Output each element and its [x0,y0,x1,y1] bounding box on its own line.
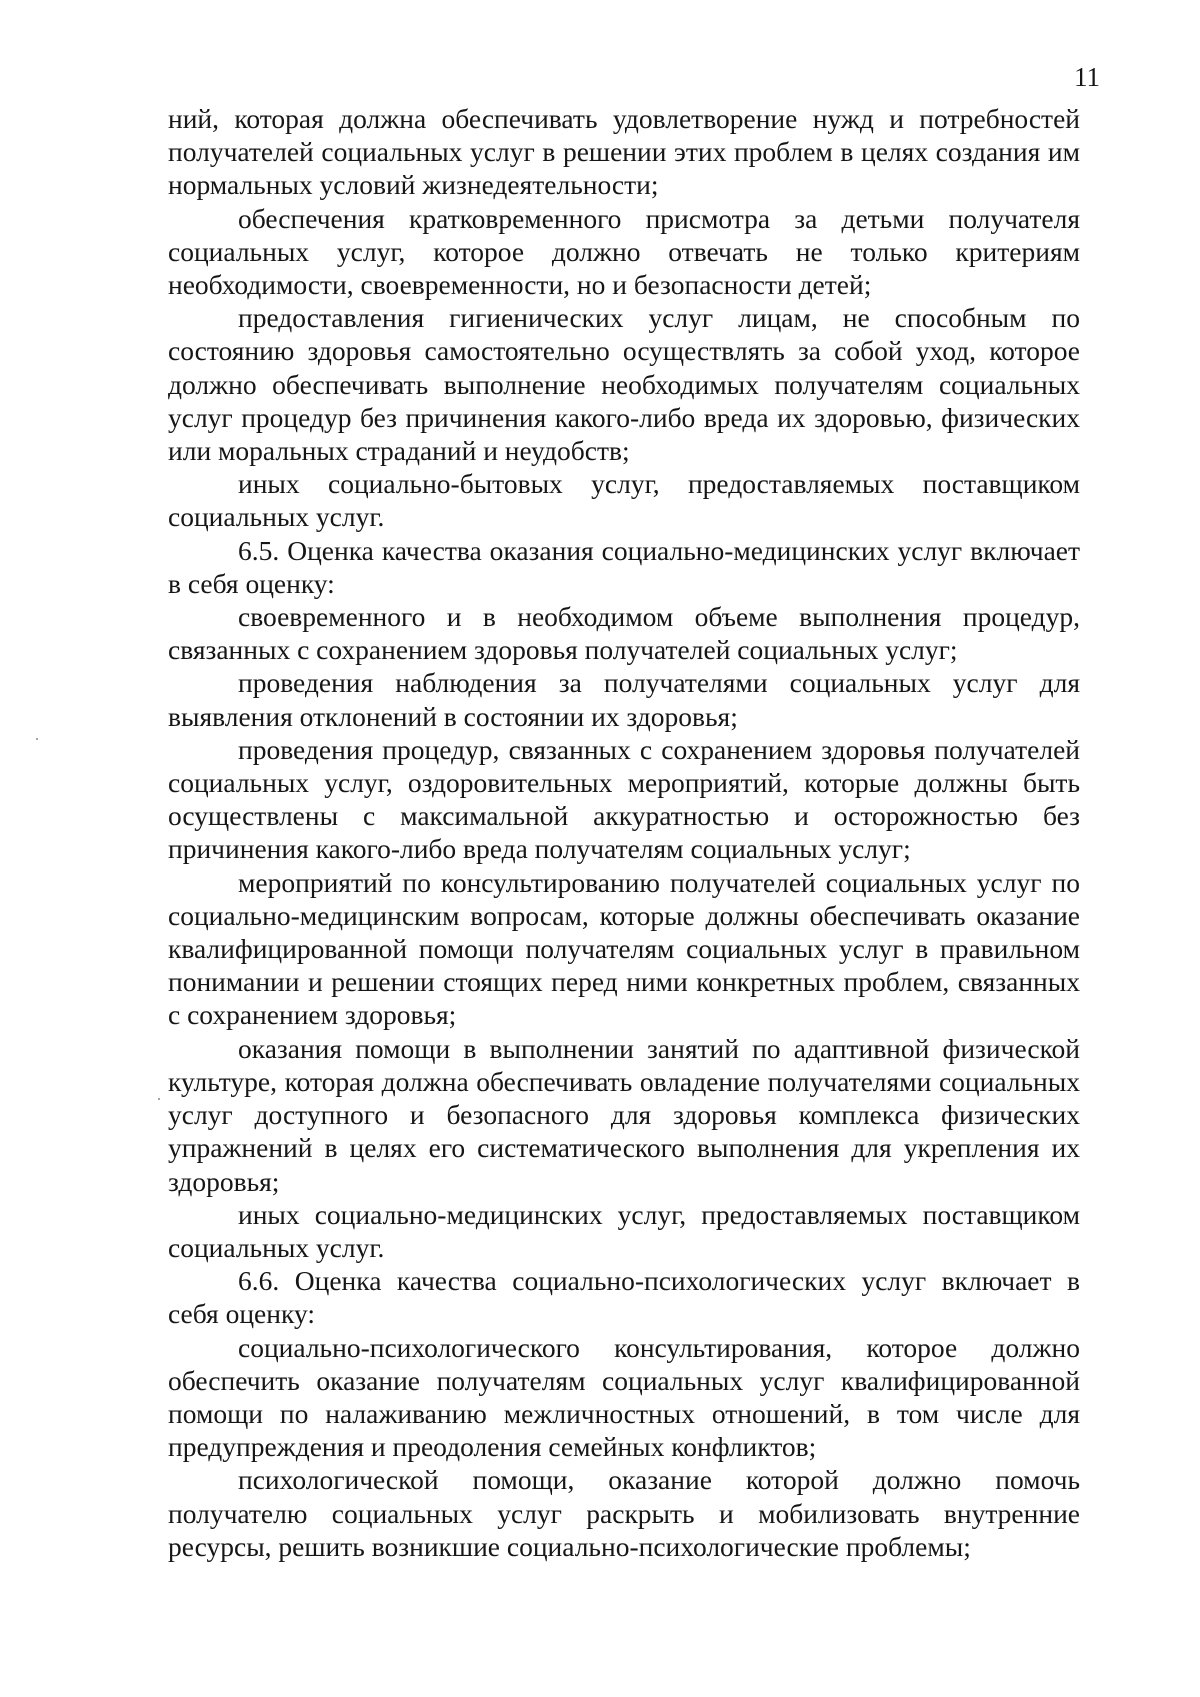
paragraph: обеспечения кратковременного присмотра за детьми получателя социальных услуг, которое должно отвечать не только критериям необходимости, своевременности, но и безопасности детей; [168,202,1080,301]
paragraph: иных социально-медицинских услуг, предоставляемых поставщиком социальных услуг. [168,1198,1080,1263]
paragraph: проведения процедур, связанных с сохранением здоровья получателей социальных услуг, оздоровительных мероприятий, которые должны быть осуществлены с максимальной аккуратностью и осторожностью без причинения какого-либо вреда получателям социальных услуг; [168,733,1080,865]
scan-speck [158,1098,160,1100]
clause-6-5: 6.5. Оценка качества оказания социально-медицинских услуг включает в себя оценку: [168,534,1080,599]
body-text [168,102,1080,1563]
paragraph: проведения наблюдения за получателями социальных услуг для выявления отклонений в состоянии их здоровья; [168,667,1080,732]
paragraph: своевременного и в необходимом объеме выполнения процедур, связанных с сохранением здоровья получателей социальных услуг; [168,601,1080,666]
paragraph: психологической помощи, оказание которой должно помочь получателю социальных услуг раскрыть и мобилизовать внутренние ресурсы, решить возникшие социально-психологические проблемы; [168,1464,1080,1562]
scan-speck [36,738,38,740]
page-number: 11 [1074,62,1100,92]
paragraph-continuation: ний, которая должна обеспечивать удовлетворение нужд и потребностей получателей социальных услуг в решении этих проблем в целях создания им нормальных условий жизнедеятельности; [168,103,1080,201]
paragraph: предоставления гигиенических услуг лицам, не способным по состоянию здоровья самостоятельно осуществлять за собой уход, которое должно обеспечивать выполнение необходимых получателям социальных услуг процедур без причинения какого-либо вреда их здоровью, физических или моральных страданий и неудобств; [168,302,1080,467]
paragraph: социально-психологического консультирования, которое должно обеспечить оказание получателям социальных услуг квалифицированной помощи по налаживанию межличностных отношений, в том числе для предупреждения и преодоления семейных конфликтов; [168,1331,1080,1463]
paragraph: мероприятий по консультированию получателей социальных услуг по социально-медицинским вопросам, которые должны обеспечивать оказание квалифицированной помощи получателям социальных услуг в правильном понимании и решении стоящих перед ними конкретных проблем, связанных с сохранением здоровья; [168,866,1080,1031]
paragraph: иных социально-бытовых услуг, предоставляемых поставщиком социальных услуг. [168,468,1080,533]
clause-6-6: 6.6. Оценка качества социально-психологических услуг включает в себя оценку: [168,1265,1080,1330]
paragraph: оказания помощи в выполнении занятий по адаптивной физической культуре, которая должна обеспечивать овладение получателями социальных услуг доступного и безопасного для здоровья комплекса физических упражнений в целях его систематического выполнения для укрепления их здоровья; [168,1032,1080,1197]
